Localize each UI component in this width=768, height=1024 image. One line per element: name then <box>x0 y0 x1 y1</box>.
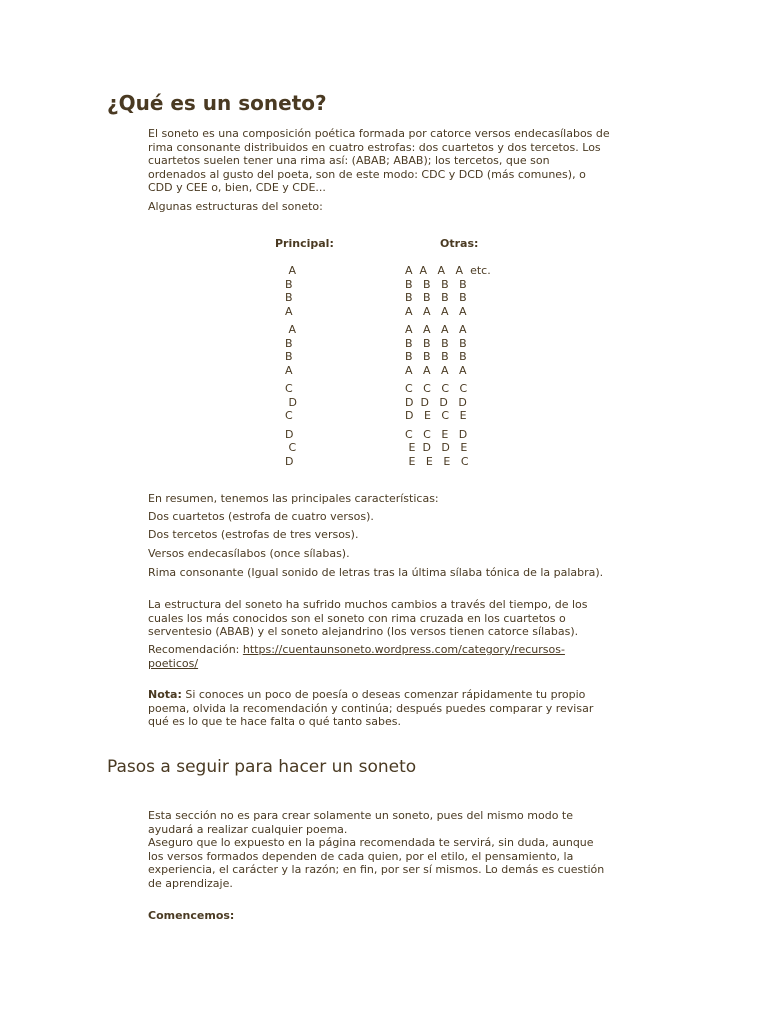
rhyme-group <box>285 428 297 469</box>
rhyme-group <box>405 264 491 318</box>
rhyme-row: A <box>285 264 297 277</box>
rhyme-group <box>405 428 491 469</box>
rhyme-row: A A A A etc. <box>405 264 491 277</box>
rhyme-row: B <box>285 291 293 304</box>
note-text: Si conoces un poco de poesía o deseas comenzar rápidamente tu propio poema, olvida la recomendación y continúa; después puedes comparar y revisar qué es lo que te hace falta o qué tanto sabes. <box>148 688 594 728</box>
principal-rhyme-column <box>285 264 297 473</box>
summary-text: En resumen, tenemos las principales características: <box>148 492 439 505</box>
recommendation-label: Recomendación: <box>148 643 243 656</box>
rhyme-row: A A A A <box>405 363 467 377</box>
list-item: Dos tercetos (estrofas de tres versos). <box>148 528 359 541</box>
recommendation <box>148 643 610 670</box>
rhyme-row: B B B B <box>405 336 467 350</box>
rhyme-row: D <box>285 454 294 468</box>
rhyme-row: A A A A <box>405 323 467 336</box>
rhyme-row: C <box>285 441 297 454</box>
list-item: Rima consonante (Igual sonido de letras tras la última sílaba tónica de la palabra). <box>148 566 604 579</box>
rhyme-row: B <box>285 277 293 291</box>
note-label: Nota: <box>148 688 182 701</box>
rhyme-row: B <box>285 336 293 350</box>
rhyme-row: A <box>285 363 293 377</box>
rhyme-row: C <box>285 382 293 395</box>
section2-paragraph-2: Aseguro que lo expuesto en la página recomendada te servirá, sin duda, aunque los versos formados dependen de cada quien, por el etilo, el pensamiento, la experiencia, el carácter y la razón; en fin, por ser sí mismos. Lo demás es cuestión de aprendizaje. <box>148 836 605 890</box>
list-item: La estructura del soneto ha sufrido muchos cambios a través del tiempo, de los cuales los más conocidos son el soneto con rima cruzada en los cuartetos o serventesio (ABAB) y el soneto alejandrino (los versos tienen catorce sílabas). <box>148 598 588 638</box>
intro-paragraph: El soneto es una composición poética formada por catorce versos endecasílabos de rima consonante distribuidos en cuatro estrofas: dos cuartetos y dos tercetos. Los cuartetos suelen tener una rima así: (ABAB; ABAB); los tercetos, que son ordenados al gusto del poeta, son de este modo: CDC y DCD (más comunes), o CDD y CEE o, bien, CDE y CDE... <box>148 127 610 194</box>
rhyme-row: C C C C <box>405 382 468 395</box>
section2-paragraph-1: Esta sección no es para crear solamente un soneto, pues del mismo modo te ayudará a realizar cualquier poema. <box>148 809 574 836</box>
rhyme-row: B <box>285 350 293 363</box>
rhyme-row: A A A A <box>405 304 467 318</box>
page-title: ¿Qué es un soneto? <box>107 91 327 115</box>
section2-title: Pasos a seguir para hacer un soneto <box>107 757 417 777</box>
rhyme-row: A <box>285 304 293 318</box>
start-heading: Comencemos: <box>148 909 235 922</box>
structures-intro: Algunas estructuras del soneto: <box>148 200 323 213</box>
otras-rhyme-column <box>405 264 491 473</box>
otras-label: Otras: <box>440 237 479 250</box>
list-item: Versos endecasílabos (once sílabas). <box>148 547 350 560</box>
rhyme-row: D <box>285 427 294 441</box>
rhyme-row: B B B B <box>405 291 467 304</box>
rhyme-group <box>285 382 297 423</box>
rhyme-group <box>405 382 491 423</box>
rhyme-row: D D D D <box>405 395 467 409</box>
rhyme-row: E D D E <box>405 441 468 454</box>
rhyme-row: B B B B <box>405 277 467 291</box>
rhyme-row: E E E C <box>405 454 469 468</box>
rhyme-group <box>405 323 491 377</box>
list-item: Dos cuartetos (estrofa de cuatro versos). <box>148 510 374 523</box>
principal-label: Principal: <box>275 237 334 250</box>
rhyme-group <box>285 264 297 318</box>
rhyme-row: D <box>285 395 297 409</box>
rhyme-row: A <box>285 323 297 336</box>
note-paragraph <box>148 688 610 729</box>
rhyme-row: C C E D <box>405 427 468 441</box>
rhyme-row: B B B B <box>405 350 467 363</box>
rhyme-row: D E C E <box>405 409 467 422</box>
recommendation-link[interactable]: https://cuentaunsoneto.wordpress.com/category/recursos-poeticos/ <box>148 643 565 670</box>
rhyme-group <box>285 323 297 377</box>
rhyme-row: C <box>285 409 293 422</box>
